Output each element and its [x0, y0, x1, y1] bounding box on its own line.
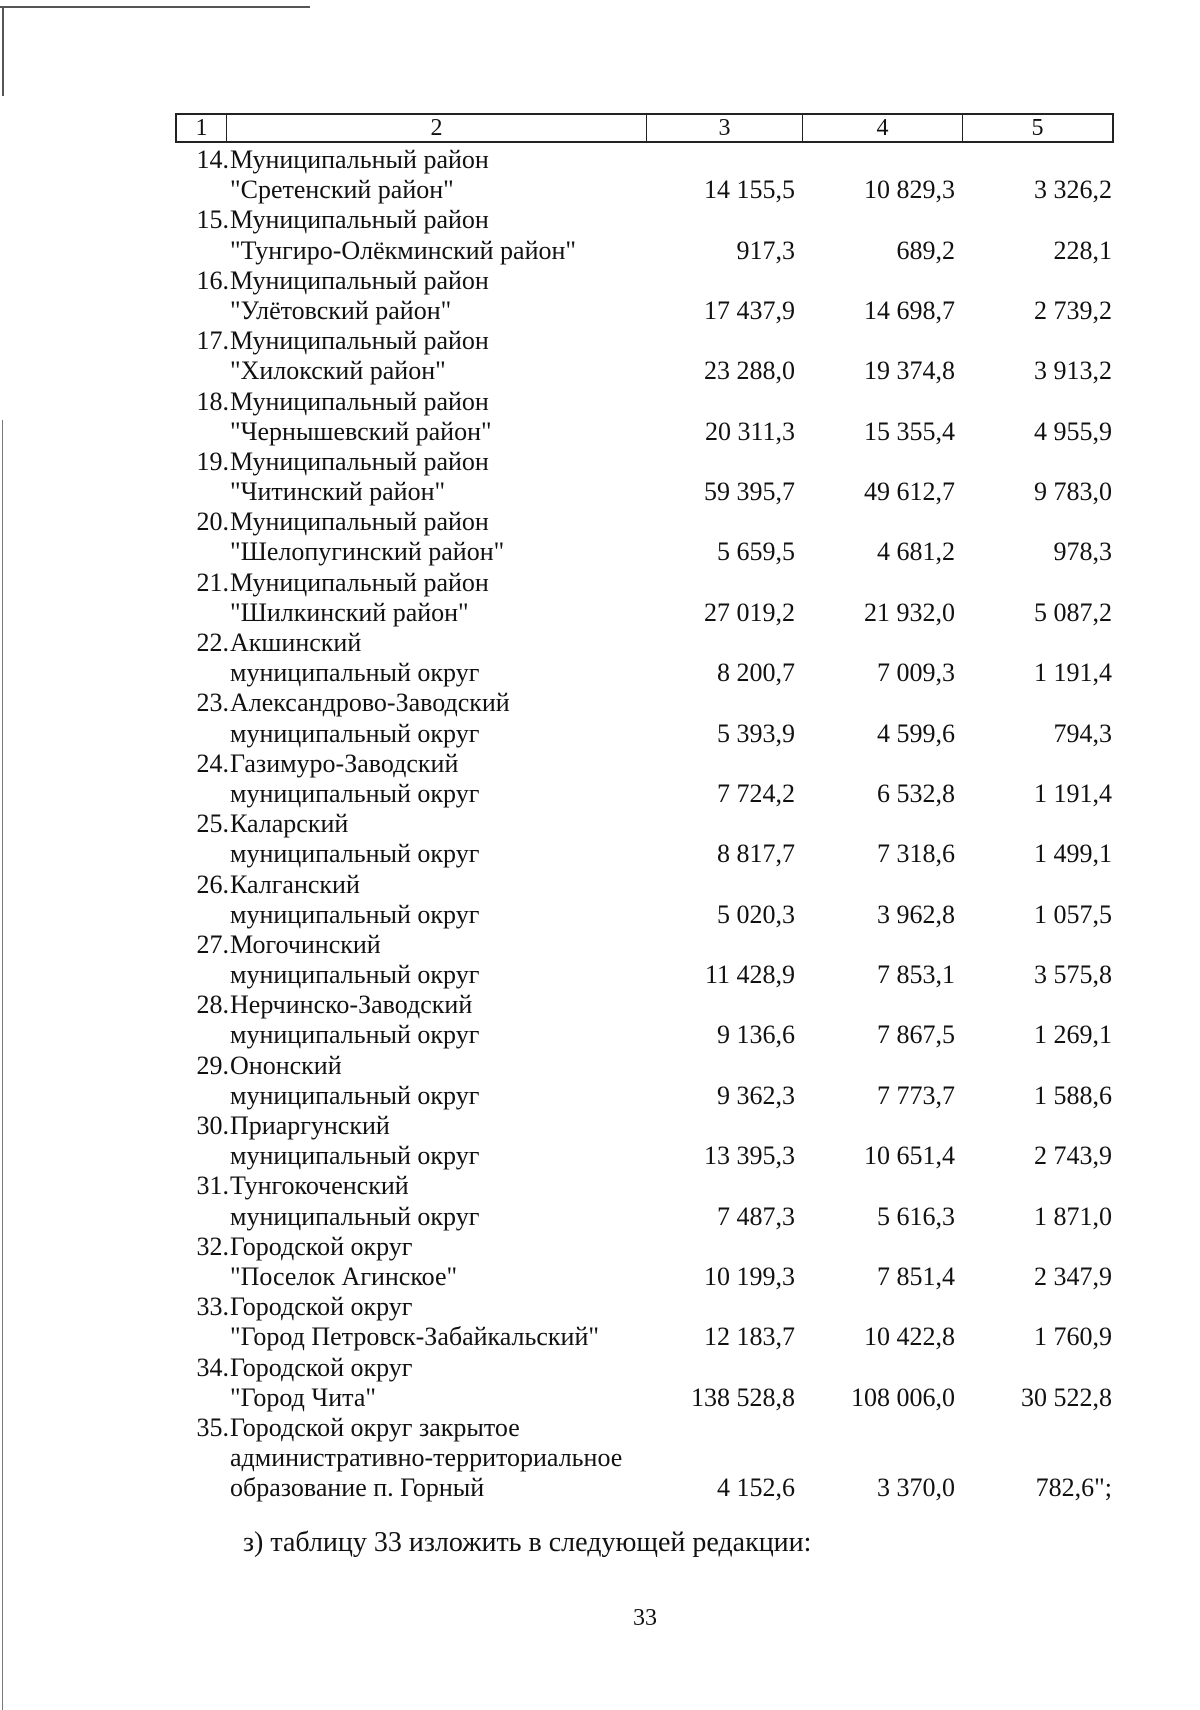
table-row: [0, 326, 1200, 386]
row-number: 32.: [196, 1231, 229, 1261]
row-name-line: "Поселок Агинское": [230, 1261, 458, 1291]
row-name-line: муниципальный округ: [230, 1020, 480, 1050]
row-name-line: Ононский: [230, 1050, 342, 1080]
cell-col-5: 2 739,2: [1034, 295, 1112, 325]
cell-col-5: 1 191,4: [1034, 778, 1112, 808]
row-name-line: Приаргунский: [230, 1111, 390, 1140]
row-name-line: муниципальный округ: [230, 718, 480, 748]
cell-col-3: 8 200,7: [717, 658, 795, 688]
cell-col-5: 1 499,1: [1034, 839, 1112, 869]
cell-col-5: 9 783,0: [1034, 477, 1112, 507]
cell-col-4: 10 422,8: [864, 1322, 955, 1352]
cell-col-5: 4 955,9: [1034, 416, 1112, 446]
row-name-line: Муниципальный район: [230, 145, 489, 174]
row-number: 19.: [196, 446, 229, 476]
table-header: [175, 113, 1114, 143]
row-number: 16.: [196, 265, 229, 295]
cell-col-5: 2 743,9: [1034, 1141, 1112, 1171]
cell-col-3: 20 311,3: [704, 416, 795, 446]
cell-col-5: 30 522,8: [1021, 1382, 1112, 1412]
cell-col-4: 19 374,8: [864, 356, 955, 386]
cell-col-5: 3 913,2: [1034, 356, 1112, 386]
cell-col-4: 3 962,8: [877, 899, 955, 929]
cell-col-5: 1 191,4: [1034, 658, 1112, 688]
table-row: [0, 930, 1200, 990]
table-row: [0, 1051, 1200, 1111]
row-name-line: Муниципальный район: [230, 205, 489, 235]
row-name-line: административно-территориальное: [230, 1443, 623, 1473]
cell-col-4: 7 867,5: [877, 1020, 955, 1050]
cell-col-5: 2 347,9: [1034, 1261, 1112, 1291]
header-col-5: 5: [1031, 115, 1044, 141]
cell-col-4: 4 599,6: [877, 718, 955, 748]
row-number: 20.: [196, 507, 229, 537]
row-name-line: Тунгокоченский: [230, 1171, 409, 1201]
cell-col-3: 14 155,5: [704, 175, 795, 205]
row-number: 31.: [196, 1171, 229, 1201]
cell-col-5: 5 087,2: [1034, 597, 1112, 627]
cell-col-3: 59 395,7: [704, 477, 795, 507]
cell-col-5: 794,3: [1053, 718, 1112, 748]
header-col-4: 4: [803, 115, 963, 141]
cell-col-3: 7 487,3: [717, 1201, 795, 1231]
page-number: 33: [633, 1605, 657, 1631]
row-name-line: "Город Чита": [230, 1382, 376, 1412]
cell-col-3: 917,3: [736, 235, 795, 265]
row-number: 27.: [196, 929, 229, 959]
row-number: 24.: [196, 748, 229, 778]
row-name-line: муниципальный округ: [230, 1141, 480, 1171]
table-row: [0, 628, 1200, 688]
row-number: 22.: [196, 628, 229, 657]
row-name-line: Акшинский: [230, 628, 362, 657]
row-name-line: Городской округ: [230, 1231, 413, 1261]
row-number: 21.: [196, 567, 229, 597]
cell-col-5: 3 575,8: [1034, 960, 1112, 990]
cell-col-5: 1 871,0: [1034, 1201, 1112, 1231]
row-name-line: муниципальный округ: [230, 960, 480, 990]
row-number: 35.: [196, 1412, 229, 1442]
table-row: [0, 1171, 1200, 1231]
cell-col-5: 228,1: [1053, 235, 1112, 265]
row-name-line: "Сретенский район": [230, 175, 454, 205]
row-name-line: "Хилокский район": [230, 356, 446, 386]
row-name-line: Муниципальный район: [230, 446, 489, 476]
row-name-line: муниципальный округ: [230, 778, 480, 808]
cell-col-4: 49 612,7: [864, 477, 955, 507]
table-row: [0, 749, 1200, 809]
scan-border-left: [2, 6, 4, 96]
table-row: [0, 387, 1200, 447]
table-row: [0, 990, 1200, 1050]
table-row: [0, 568, 1200, 628]
row-number: 28.: [196, 990, 229, 1020]
instruction-text: з) таблицу 33 изложить в следующей редакции:: [243, 1527, 812, 1558]
cell-col-4: 5 616,3: [877, 1201, 955, 1231]
row-name-line: муниципальный округ: [230, 899, 480, 929]
row-number: 17.: [196, 326, 229, 356]
row-number: 34.: [196, 1352, 229, 1382]
row-number: 14.: [196, 145, 229, 174]
cell-col-3: 13 395,3: [704, 1141, 795, 1171]
row-number: 23.: [196, 688, 229, 718]
row-name-line: Муниципальный район: [230, 265, 489, 295]
row-name-line: Газимуро-Заводский: [230, 748, 459, 778]
row-name-line: Муниципальный район: [230, 386, 489, 416]
table-row: [0, 1353, 1200, 1413]
header-col-2: 2: [227, 115, 647, 141]
row-name-line: Муниципальный район: [230, 326, 489, 356]
table-body: [0, 145, 1200, 1503]
row-number: 30.: [196, 1111, 229, 1140]
header-col-3: 3: [647, 115, 803, 141]
cell-col-3: 23 288,0: [704, 356, 795, 386]
row-name-line: муниципальный округ: [230, 1080, 480, 1110]
table-row: [0, 266, 1200, 326]
cell-col-3: 9 136,6: [717, 1020, 795, 1050]
cell-col-5: 1 057,5: [1034, 899, 1112, 929]
cell-col-3: 7 724,2: [717, 778, 795, 808]
row-name-line: "Тунгиро-Олёкминский район": [230, 235, 577, 265]
cell-col-5: 1 588,6: [1034, 1080, 1112, 1110]
row-name-line: муниципальный округ: [230, 1201, 480, 1231]
cell-col-5: 3 326,2: [1034, 175, 1112, 205]
table-row: [0, 1232, 1200, 1292]
cell-col-5: 782,6";: [1035, 1473, 1112, 1503]
row-name-line: Александрово-Заводский: [230, 688, 510, 718]
table-row: [0, 205, 1200, 265]
row-name-line: Могочинский: [230, 929, 381, 959]
row-name-line: Муниципальный район: [230, 507, 489, 537]
cell-col-4: 7 853,1: [877, 960, 955, 990]
cell-col-4: 3 370,0: [877, 1473, 955, 1503]
row-number: 18.: [196, 386, 229, 416]
cell-col-3: 5 020,3: [717, 899, 795, 929]
cell-col-4: 15 355,4: [864, 416, 955, 446]
cell-col-5: 1 760,9: [1034, 1322, 1112, 1352]
cell-col-3: 138 528,8: [691, 1382, 795, 1412]
cell-col-4: 7 773,7: [877, 1080, 955, 1110]
cell-col-3: 27 019,2: [704, 597, 795, 627]
row-name-line: Городской округ закрытое: [230, 1412, 520, 1442]
table-row: [0, 1413, 1200, 1504]
row-name-line: Муниципальный район: [230, 567, 489, 597]
cell-col-4: 7 851,4: [877, 1261, 955, 1291]
cell-col-4: 21 932,0: [864, 597, 955, 627]
row-name-line: муниципальный округ: [230, 658, 480, 688]
cell-col-4: 689,2: [896, 235, 955, 265]
cell-col-4: 7 009,3: [877, 658, 955, 688]
table-row: [0, 1111, 1200, 1171]
row-name-line: Каларский: [230, 809, 349, 839]
row-number: 15.: [196, 205, 229, 235]
row-number: 29.: [196, 1050, 229, 1080]
row-number: 25.: [196, 809, 229, 839]
row-name-line: муниципальный округ: [230, 839, 480, 869]
row-number: 33.: [196, 1292, 229, 1322]
row-name-line: образование п. Горный: [230, 1473, 485, 1503]
cell-col-3: 11 428,9: [704, 960, 795, 990]
table-row: [0, 809, 1200, 869]
table-row: [0, 688, 1200, 748]
row-name-line: "Улётовский район": [230, 295, 452, 325]
cell-col-3: 9 362,3: [717, 1080, 795, 1110]
cell-col-3: 8 817,7: [717, 839, 795, 869]
cell-col-5: 978,3: [1053, 537, 1112, 567]
row-name-line: "Чернышевский район": [230, 416, 492, 446]
cell-col-4: 108 006,0: [851, 1382, 955, 1412]
cell-col-3: 17 437,9: [704, 295, 795, 325]
cell-col-5: 1 269,1: [1034, 1020, 1112, 1050]
scan-border-top: [0, 6, 310, 8]
cell-col-3: 10 199,3: [704, 1261, 795, 1291]
row-name-line: Нерчинско-Заводский: [230, 990, 473, 1020]
row-name-line: Калганский: [230, 869, 360, 899]
cell-col-3: 12 183,7: [704, 1322, 795, 1352]
row-name-line: "Шелопугинский район": [230, 537, 505, 567]
table-row: [0, 145, 1200, 205]
table-row: [0, 447, 1200, 507]
header-col-1: 1: [177, 115, 227, 141]
table-row: [0, 507, 1200, 567]
row-name-line: "Шилкинский район": [230, 597, 469, 627]
cell-col-4: 4 681,2: [877, 537, 955, 567]
row-name-line: Городской округ: [230, 1292, 413, 1322]
row-number: 26.: [196, 869, 229, 899]
cell-col-3: 5 659,5: [717, 537, 795, 567]
table-row: [0, 870, 1200, 930]
row-name-line: "Читинский район": [230, 477, 446, 507]
cell-col-3: 5 393,9: [717, 718, 795, 748]
row-name-line: Городской округ: [230, 1352, 413, 1382]
cell-col-4: 6 532,8: [877, 778, 955, 808]
row-name-line: "Город Петровск-Забайкальский": [230, 1322, 599, 1352]
table-row: [0, 1292, 1200, 1352]
cell-col-3: 4 152,6: [717, 1473, 795, 1503]
cell-col-4: 7 318,6: [877, 839, 955, 869]
cell-col-4: 14 698,7: [864, 295, 955, 325]
cell-col-4: 10 651,4: [864, 1141, 955, 1171]
cell-col-4: 10 829,3: [864, 175, 955, 205]
